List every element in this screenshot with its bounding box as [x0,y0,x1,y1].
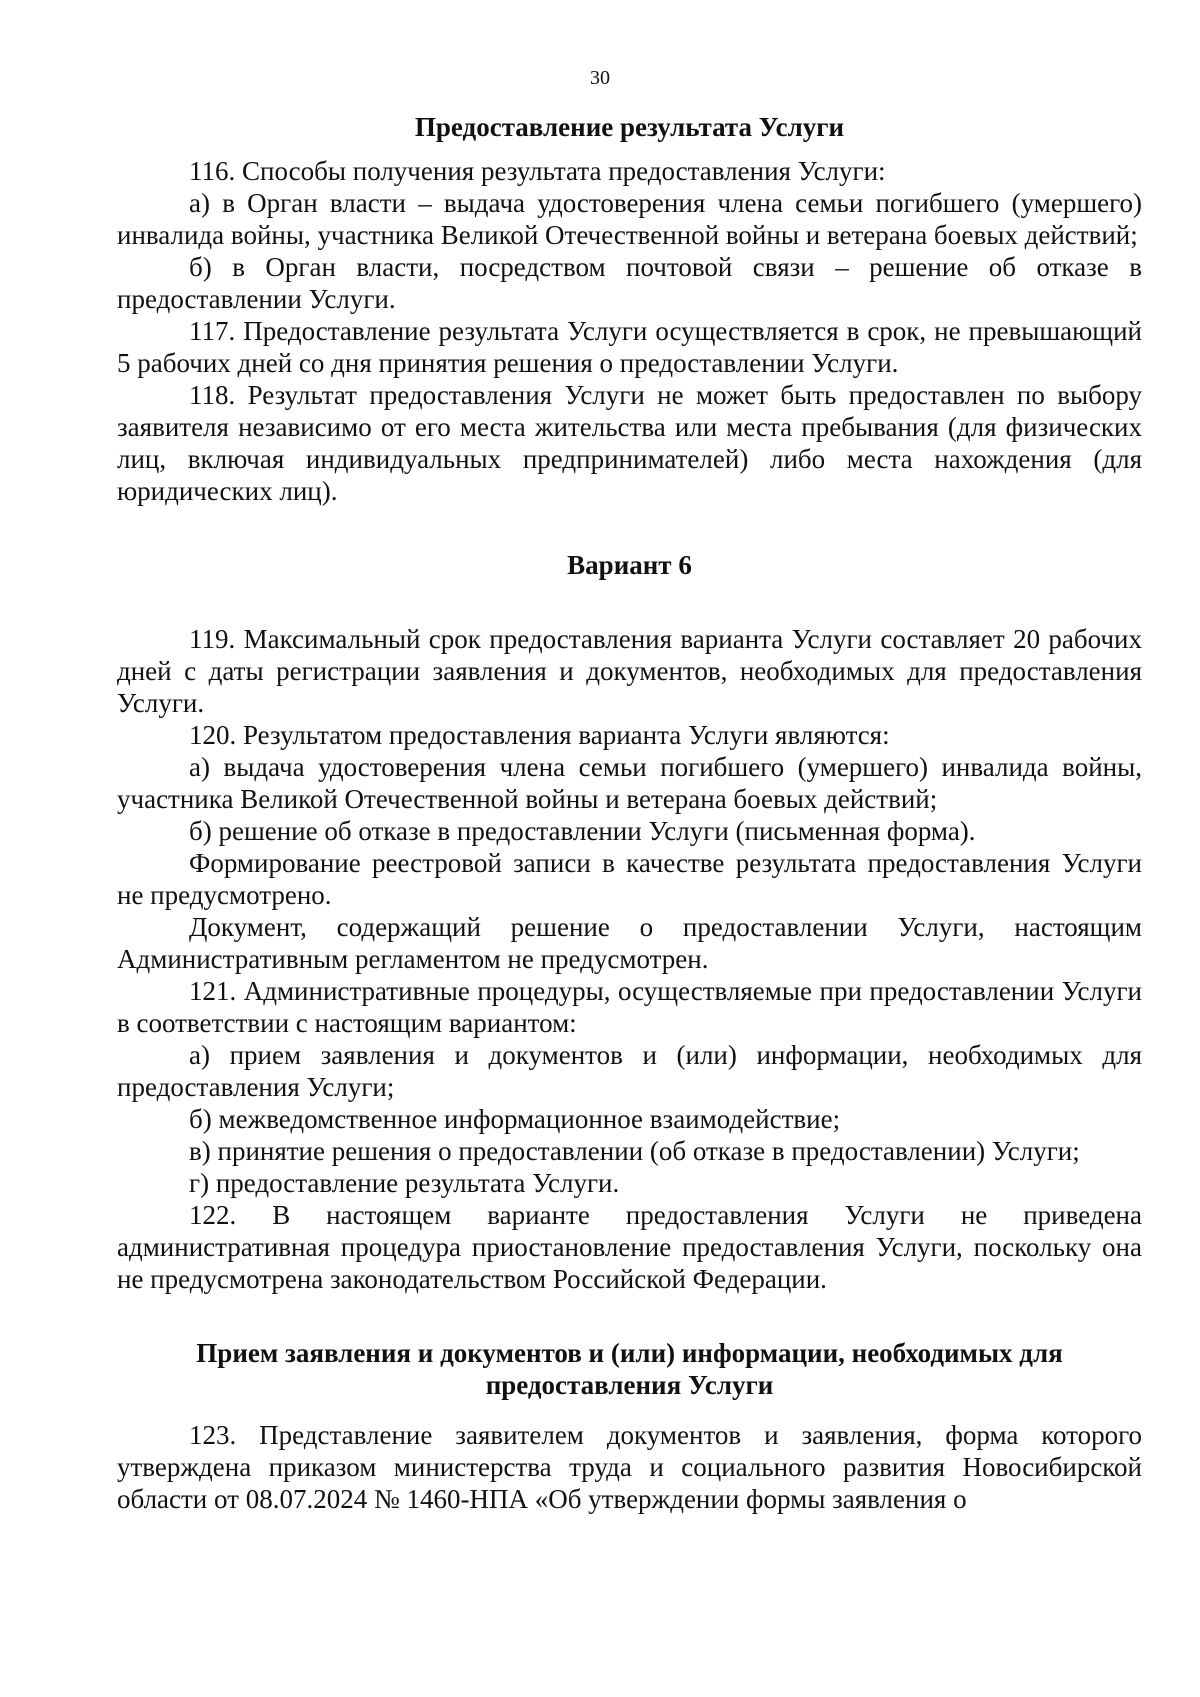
paragraph-registry-record: Формирование реестровой записи в качестве результата предоставления Услуги не предусмотрено. [117,848,1142,910]
paragraph-120-a: а) выдача удостоверения члена семьи погибшего (умершего) инвалида войны, участника Великой Отечественной войны и ветерана боевых действий; [117,752,1142,814]
paragraph-121-b: б) межведомственное информационное взаимодействие; [189,1104,841,1134]
paragraph-121-a: а) прием заявления и документов и (или) информации, необходимых для предоставления Услуги; [117,1040,1142,1102]
paragraph-118: 118. Результат предоставления Услуги не может быть предоставлен по выбору заявителя независимо от его места жительства или места пребывания (для физических лиц, включая индивидуальных предпринимателей) либо места нахождения (для юридических лиц). [117,380,1142,506]
paragraph-121: 121. Административные процедуры, осуществляемые при предоставлении Услуги в соответствии с настоящим вариантом: [117,976,1142,1038]
paragraph-121-v: в) принятие решения о предоставлении (об отказе в предоставлении) Услуги; [189,1136,1080,1166]
page-number: 30 [590,67,610,89]
paragraph-119: 119. Максимальный срок предоставления варианта Услуги составляет 20 рабочих дней с даты регистрации заявления и документов, необходимых для предоставления Услуги. [117,624,1142,718]
document-body [117,111,1142,1515]
paragraph-117: 117. Предоставление результата Услуги осуществляется в срок, не превышающий 5 рабочих дней со дня принятия решения о предоставлении Услуги. [117,316,1142,378]
section-heading-line-2: предоставления Услуги [485,1370,774,1400]
paragraph-121-g: г) предоставление результата Услуги. [189,1168,620,1198]
paragraph-122: 122. В настоящем варианте предоставления Услуги не приведена административная процедура приостановление предоставления Услуги, поскольку она не предусмотрена законодательством Российской Федерации. [117,1200,1142,1294]
paragraph-120: 120. Результатом предоставления варианта Услуги являются: [189,720,890,750]
section-heading-variant-6: Вариант 6 [567,550,692,580]
paragraph-116: 116. Способы получения результата предоставления Услуги: [189,156,886,186]
section-heading-line-1: Прием заявления и документов и (или) информации, необходимых для [196,1338,1063,1368]
paragraph-123: 123. Представление заявителем документов и заявления, форма которого утверждена приказом министерства труда и социального развития Новосибирской области от 08.07.2024 № 1460-НПА «Об утверждении формы заявления о [117,1420,1142,1514]
paragraph-decision-document: Документ, содержащий решение о предоставлении Услуги, настоящим Административным регламентом не предусмотрен. [117,912,1142,974]
section-heading-application-intake [117,1337,1142,1401]
paragraph-116-b: б) в Орган власти, посредством почтовой связи – решение об отказе в предоставлении Услуги. [117,252,1142,314]
section-heading-result: Предоставление результата Услуги [414,112,845,142]
paragraph-120-b: б) решение об отказе в предоставлении Услуги (письменная форма). [189,816,976,846]
paragraph-116-a: а) в Орган власти – выдача удостоверения члена семьи погибшего (умершего) инвалида войны, участника Великой Отечественной войны и ветерана боевых действий; [117,188,1142,250]
